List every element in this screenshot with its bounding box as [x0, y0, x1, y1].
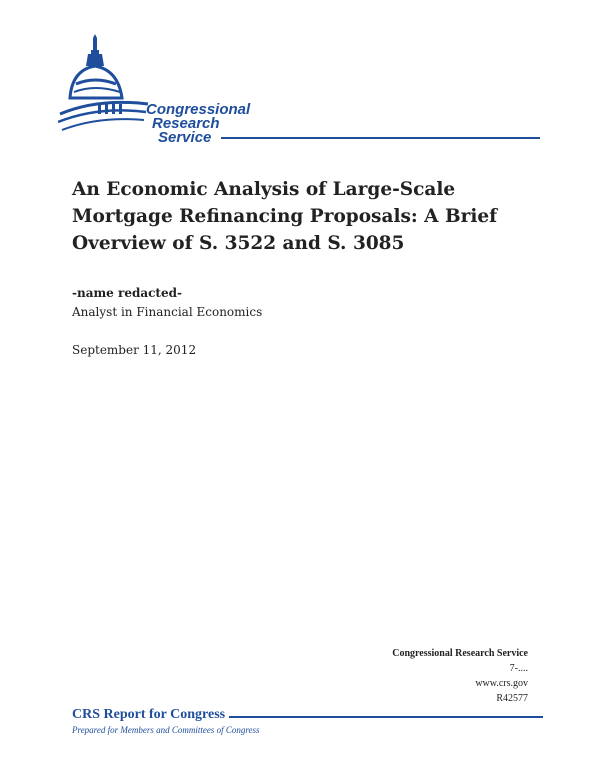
- crs-website: www.crs.gov: [475, 678, 528, 689]
- report-date: September 11, 2012: [72, 343, 197, 357]
- logo-text-congressional: Congressional: [146, 101, 251, 118]
- crs-logo: [58, 32, 548, 147]
- report-title-line-1: An Economic Analysis of Large-Scale: [72, 179, 456, 200]
- footer-divider-line: [229, 716, 543, 718]
- crs-code: 7-....: [509, 663, 528, 674]
- footer-subtitle: Prepared for Members and Committees of Congress: [72, 725, 260, 735]
- author-role: Analyst in Financial Economics: [72, 305, 263, 319]
- capitol-dome-icon: [58, 32, 158, 147]
- report-title-line-3: Overview of S. 3522 and S. 3085: [72, 233, 405, 254]
- crs-info-block: [392, 646, 528, 706]
- logo-text-research: Research: [152, 115, 220, 132]
- logo-divider-line: [221, 137, 540, 139]
- report-title-line-2: Mortgage Refinancing Proposals: A Brief: [72, 206, 498, 227]
- footer-title: CRS Report for Congress: [72, 707, 226, 722]
- report-title: [72, 176, 542, 257]
- report-number: R42577: [496, 693, 528, 704]
- logo-text-service: Service: [158, 129, 212, 146]
- crs-org-name: Congressional Research Service: [392, 648, 528, 659]
- author-name: -name redacted-: [72, 286, 182, 300]
